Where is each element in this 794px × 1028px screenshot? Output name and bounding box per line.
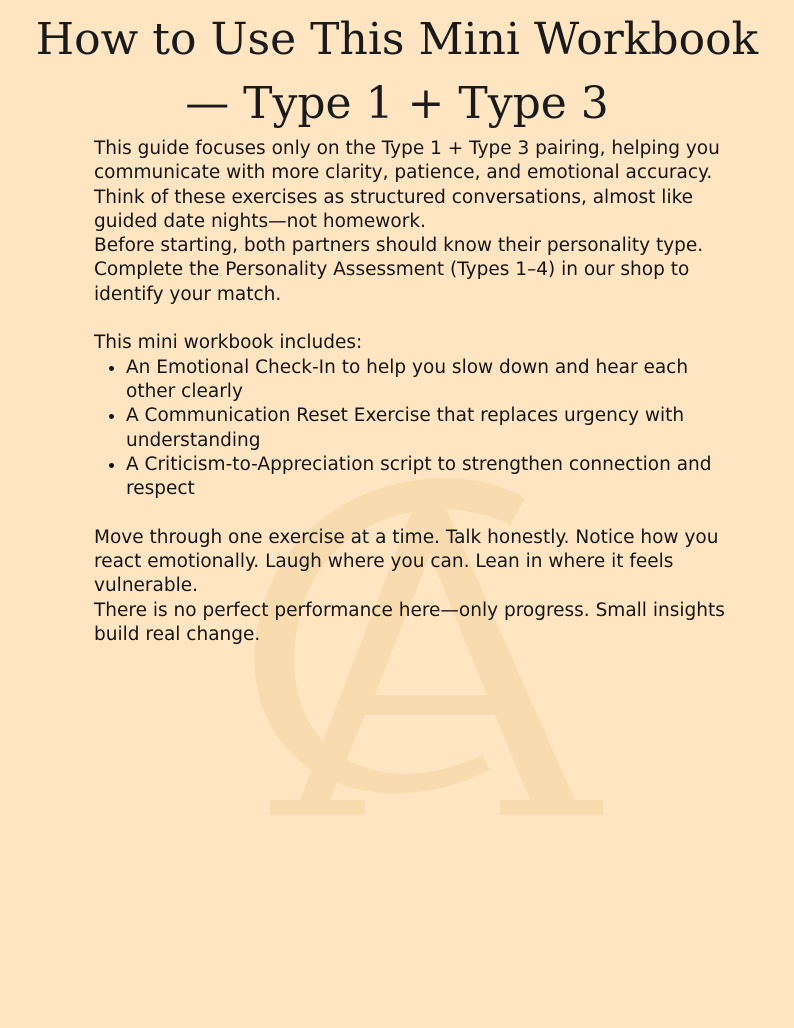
main-content — [94, 137, 734, 647]
list-item: • A Communication Reset Exercise that replaces urgency with understanding — [126, 404, 734, 453]
intro-paragraph: This guide focuses only on the Type 1 + Type 3 pairing, helping you communicate with more clarity, patience, and emotional accuracy. Think of these exercises as structured conversations, almost like guided date nights—not homework. — [94, 138, 720, 232]
includes-list — [94, 356, 734, 502]
spacer — [94, 307, 734, 331]
move-through-paragraph: Move through one exercise at a time. Talk honestly. Notice how you react emotionally. Laugh where you can. Lean in where it feels vulnerable. — [94, 526, 719, 597]
before-starting-paragraph: Before starting, both partners should know their personality type. Complete the Personality Assessment (Types 1–4) in our shop to identify your match. — [94, 235, 704, 305]
closing-paragraph: There is no perfect performance here—only progress. Small insights build real change. — [94, 599, 725, 645]
list-item: • A Criticism-to-Appreciation script to strengthen connection and respect — [126, 453, 734, 502]
list-item: • An Emotional Check-In to help you slow down and hear each other clearly — [126, 356, 734, 405]
page-title: How to Use This Mini Workbook — Type 1 + Type 3 — [35, 14, 759, 129]
includes-heading: This mini workbook includes: — [94, 332, 363, 354]
spacer — [94, 501, 734, 525]
